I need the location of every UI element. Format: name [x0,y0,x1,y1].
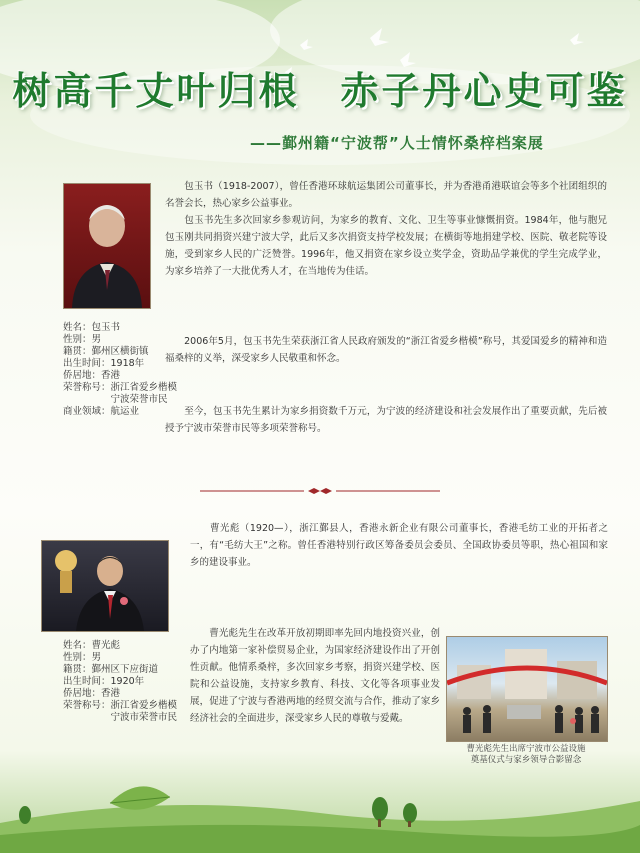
info-field-name: 姓名：曹光彪 [63,640,121,651]
portrait-photo-2 [41,540,169,632]
info-field-origin: 籍贯：鄞州区横街镇 [63,346,149,357]
profile-1-info [63,322,177,418]
info-field-gender: 性别：男 [63,652,102,663]
info-field-origin: 籍贯：鄞州区下应街道 [63,664,159,675]
ceremony-illustration [447,637,607,741]
section-divider [200,487,440,495]
info-field-birth: 出生时间：1918年 [63,358,145,369]
bio-paragraph: 至今，包玉书先生累计为家乡捐资数千万元，为宁波的经济建设和社会发展作出了重要贡献，先后被授予宁波市荣誉市民等多项荣誉称号。 [165,406,607,434]
portrait-illustration [64,184,150,308]
grass-footer-decoration [0,763,640,853]
info-field-residence: 侨居地：香港 [63,688,121,699]
bio-paragraph: 2006年5月，包玉书先生荣获浙江省人民政府颁发的“浙江省爱乡楷模”称号，其爱国爱乡的精神和造福桑梓的义举，深受家乡人民敬重和怀念。 [165,336,607,364]
info-field-residence: 侨居地：香港 [63,370,121,381]
bio-paragraph: 曹光彪先生在改革开放初期即率先回内地投资兴业，创办了内地第一家补偿贸易企业，为国家经济建设作出了开创性贡献。他情系桑梓，多次回家乡考察，捐资兴建学校、医院和公益设施，支持家乡教育、科技、文化等各项事业发展，促进了宁波与香港两地的经贸交流与合作，推动了家乡经济社会的全面进步，深受家乡人民的尊敬与爱戴。 [190,628,440,724]
info-field-gender: 性别：男 [63,334,102,345]
caption-line: 奠基仪式与家乡领导合影留念 [470,755,582,765]
info-field-honor-cont: 宁波市荣誉市民 [63,712,178,723]
portrait-photo-1 [63,183,151,309]
info-field-honor-cont: 宁波荣誉市民 [63,394,168,405]
info-field-business: 商业领域：航运业 [63,406,140,417]
caption-line: 曹光彪先生出席宁波市公益设施 [466,744,586,754]
bio-paragraph: 包玉书（1918-2007），曾任香港环球航运集团公司董事长，并为香港甬港联谊会等多个社团组织的名誉会长，热心家乡公益事业。 [165,181,607,209]
info-field-name: 姓名：包玉书 [63,322,121,333]
info-field-honor: 荣誉称号：浙江省爱乡楷模 [63,700,178,711]
exhibition-subtitle: ——鄞州籍“宁波帮”人士情怀桑梓档案展 [250,134,544,152]
info-field-birth: 出生时间：1920年 [63,676,145,687]
exhibition-title: 树高千丈叶归根 赤子丹心史可鉴 [12,69,628,113]
bio-paragraph: 包玉书先生多次回家乡参观访问，为家乡的教育、文化、卫生等事业慷慨捐资。1984年，他与胞兄包玉刚共同捐资兴建宁波大学，此后又多次捐资支持学校发展；在横街等地捐建学校、医院、敬老院等设施，受到家乡人民的广泛赞誉。1996年，他又捐资在家乡设立奖学金，资助品学兼优的学生完成学业，为家乡培养了一大批优秀人才，在当地传为佳话。 [165,215,607,277]
info-field-honor: 荣誉称号：浙江省爱乡楷模 [63,382,178,393]
bio-paragraph: 曹光彪（1920—），浙江鄞县人，香港永新企业有限公司董事长，香港毛纺工业的开拓者之一，有“毛纺大王”之称。曾任香港特别行政区筹备委员会委员、全国政协委员等职，热心祖国和家乡的建设事业。 [190,523,608,568]
profile-2-info [63,640,177,724]
ceremony-photo [446,636,608,742]
portrait-illustration [42,541,168,631]
